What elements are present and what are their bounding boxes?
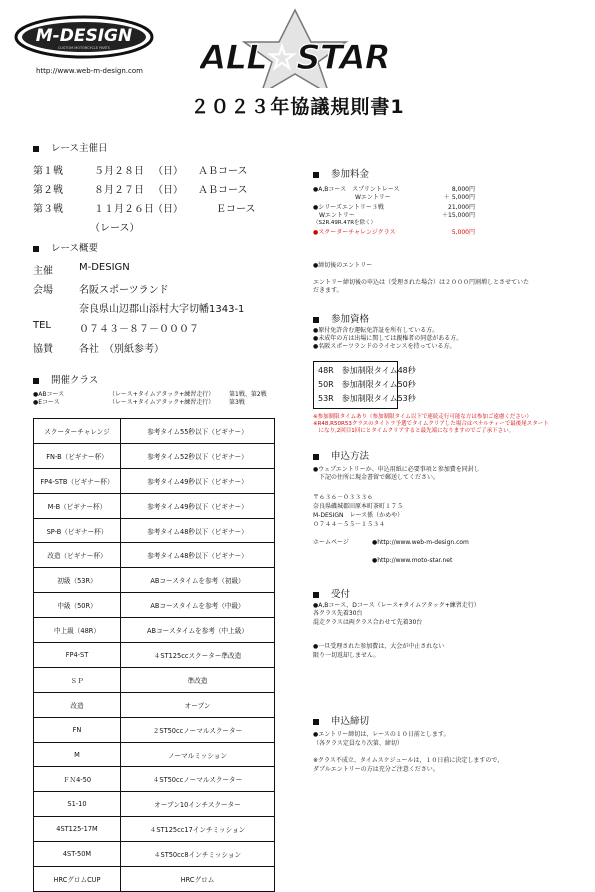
class-row	[34, 842, 275, 867]
class-row	[34, 643, 275, 668]
deadline-line: ●エントリー締切は、レースの１０日前とします。	[313, 731, 450, 738]
class-name-cell: 改造（ビギナー杯）	[34, 543, 121, 568]
class-name-cell: 初級（53R）	[34, 568, 121, 593]
square-bullet-icon	[33, 378, 39, 384]
fee-row: Wエントリー ＋ 5,000円	[313, 194, 475, 201]
class-row	[34, 618, 275, 643]
class-row	[34, 667, 275, 692]
limit-time-row: 50R 参加制限タイム50秒	[318, 380, 416, 389]
application-line: 下記の住所に現金書留で郵送してください。	[313, 474, 440, 481]
class-description-cell: HRCグロム	[121, 867, 275, 892]
refund-note: ●一旦受理された参加費は、大会が中止されない	[313, 643, 445, 650]
class-name-cell: 改造	[34, 692, 121, 717]
class-row	[34, 543, 275, 568]
section-heading-fees: 参加料金	[313, 166, 369, 180]
homepage-label: ホームページ	[313, 539, 349, 546]
qualification-line: ●未成年の方は出場に関しては親権者の同意がある方。	[313, 335, 463, 342]
limit-time-row: 48R 参加制限タイム48秒	[318, 366, 416, 375]
address-line: 〒６３６－０３３３６	[313, 494, 374, 501]
reception-line: 混走クラスは両クラス合わせて先着30台	[313, 619, 423, 626]
qualification-line: ●原付免許含む運転免許証を所有している方。	[313, 327, 439, 334]
reception-line: 各クラス先着30台	[313, 610, 363, 617]
class-description-cell: ABコースタイムを参考（中上級）	[121, 618, 275, 643]
homepage-link[interactable]: ●http://www.web-m-design.com	[372, 539, 469, 546]
refund-note: 限り一切返却しません。	[313, 652, 380, 659]
phone-number: ０７４４－５５－１５３４	[313, 521, 386, 528]
address-line: 奈良県磯城郡田原本町茶町１７５	[313, 503, 404, 510]
square-bullet-icon	[313, 719, 319, 725]
class-name-cell: 4ST-50M	[34, 842, 121, 867]
square-bullet-icon	[33, 146, 39, 152]
late-entry-label: ●締切後のエントリー	[313, 262, 373, 269]
class-name-cell: FN	[34, 717, 121, 742]
class-name-cell: 4ST125-17M	[34, 817, 121, 842]
class-row	[34, 568, 275, 593]
class-name-cell: 中級（50R）	[34, 593, 121, 618]
class-name-cell: S1-10	[34, 792, 121, 817]
late-entry-text: エントリー締切後の申込は（受理された場合）は２０００円割増しとさせていた	[313, 279, 530, 286]
class-description-cell: 参考タイム49秒以下（ビギナー）	[121, 468, 275, 493]
square-bullet-icon	[313, 317, 319, 323]
fee-row: ●シリーズエントリー３戦 21,000円	[313, 204, 475, 211]
section-heading-overview: レース概要	[33, 240, 98, 254]
section-heading-reception: 受付	[313, 586, 350, 600]
class-row	[34, 593, 275, 618]
square-bullet-icon	[33, 246, 39, 252]
fee-row-scooter-challenge: ●スクーターチャレンジクラス 5,000円	[313, 229, 475, 236]
warning-line: ※参加制限タイムあり（参加制限タイム以下で連続走行可能な方は参加ご遠慮ください）	[313, 414, 532, 420]
class-description-cell: オープン	[121, 692, 275, 717]
class-name-cell: SP-B（ビギナー杯）	[34, 518, 121, 543]
fee-row: Wエントリー ＋15,000円	[313, 212, 475, 219]
class-description-cell: 参考タイム48秒以下（ビギナー）	[121, 518, 275, 543]
class-name-cell: FN-B（ビギナー杯）	[34, 443, 121, 468]
reception-line: ●A,Bコース、Dコース（レース+タイムアタック+練習走行）	[313, 602, 480, 609]
square-bullet-icon	[313, 592, 319, 598]
class-row	[34, 767, 275, 792]
class-description-cell: ２ST50ccノーマルスクーター	[121, 717, 275, 742]
website-url[interactable]: http://www.web-m-design.com	[36, 67, 143, 75]
class-row	[34, 468, 275, 493]
class-description-cell: ４ST50ccノーマルスクーター	[121, 767, 275, 792]
limit-time-row: 53R 参加制限タイム53秒	[318, 394, 416, 403]
class-description-cell: 参考タイム52秒以下（ビギナー）	[121, 443, 275, 468]
address-line: M-DESIGN レース係（かめや）	[313, 512, 404, 519]
section-heading-qualification: 参加資格	[313, 311, 369, 325]
homepage-link[interactable]: ●http://www.moto-star.net	[372, 557, 453, 564]
class-row	[34, 742, 275, 767]
svg-text:CUSTOM MOTORCYCLE PARTS: CUSTOM MOTORCYCLE PARTS	[57, 46, 111, 50]
class-description-cell: ノーマルミッション	[121, 742, 275, 767]
class-name-cell: HRCグロムCUP	[34, 867, 121, 892]
square-bullet-icon	[313, 454, 319, 460]
class-description-cell: ４ST125cc17インチミッション	[121, 817, 275, 842]
class-description-cell: 参考タイム55秒以下（ビギナー）	[121, 419, 275, 444]
class-description-cell: オープン10インチスクーター	[121, 792, 275, 817]
class-name-cell: FP4-STB（ビギナー杯）	[34, 468, 121, 493]
class-table	[33, 418, 275, 892]
svg-text:M-DESIGN: M-DESIGN	[35, 26, 133, 46]
class-name-cell: M	[34, 742, 121, 767]
class-description-cell: ４ST125ccスクーター準改造	[121, 643, 275, 668]
application-line: ●ウェブエントリーか、申込用紙に必要事項と参加費を同封し	[313, 466, 480, 473]
limit-time-box	[313, 361, 416, 409]
m-design-logo[interactable]	[14, 12, 154, 66]
class-name-cell: スクーターチャレンジ	[34, 419, 121, 444]
all-star-logo	[200, 8, 390, 92]
class-description-cell: ４ST50cc8インチミッション	[121, 842, 275, 867]
class-name-cell: ＳＰ	[34, 667, 121, 692]
fee-row: ●A,Bコース スプリントレース 8,000円	[313, 186, 475, 193]
deadline-line: （各クラス定員なり次第、締切）	[313, 740, 403, 747]
class-description-cell: ABコースタイムを参考（中級）	[121, 593, 275, 618]
class-row	[34, 817, 275, 842]
schedule-note: （レース）	[90, 223, 140, 234]
deadline-note: ※クラス不成立、タイムスケジュールは、１０日前に決定しますので、	[313, 757, 504, 764]
class-name-cell: M-B（ビギナー杯）	[34, 493, 121, 518]
class-description-cell: 参考タイム49秒以下（ビギナー）	[121, 493, 275, 518]
section-heading-organizer: レース主催日	[33, 140, 108, 154]
class-row	[34, 867, 275, 892]
section-heading-application: 申込方法	[313, 448, 369, 462]
class-row	[34, 717, 275, 742]
class-description-cell: 参考タイム48秒以下（ビギナー）	[121, 543, 275, 568]
class-description-cell: 準改造	[121, 667, 275, 692]
section-heading-deadline: 申込締切	[313, 713, 369, 727]
deadline-note: ダブルエントリーの方は充分ご注意ください。	[313, 766, 439, 773]
class-description-cell: ABコースタイムを参考（初級）	[121, 568, 275, 593]
class-name-cell: 中上級（48R）	[34, 618, 121, 643]
class-row	[34, 419, 275, 444]
class-row	[34, 692, 275, 717]
page-title: ２０２３年協議規則書1	[190, 96, 405, 118]
class-row	[34, 493, 275, 518]
class-row	[34, 518, 275, 543]
class-name-cell: FP4-ST	[34, 643, 121, 668]
class-row	[34, 792, 275, 817]
warning-line: になり,2回目1回にとタイムクリアすると最先端になりますのでご了承下さい。	[313, 428, 515, 434]
class-row	[34, 443, 275, 468]
class-name-cell: ＦＮ4-50	[34, 767, 121, 792]
warning-line: ※R48,R50R53クラスのタイトラ予選でタイムクリアした場合はペナルティーで最後尾スタート	[313, 421, 549, 427]
svg-text:ALL☆STAR: ALL☆STAR	[200, 38, 390, 78]
section-heading-classes: 開催クラス	[33, 372, 98, 386]
qualification-line: ●名阪スポーツランドのライセンスを持っている方。	[313, 343, 456, 350]
fee-note: （S2R.49R.47Rを除く）	[313, 220, 377, 226]
late-entry-text: だきます。	[313, 287, 343, 294]
square-bullet-icon	[313, 172, 319, 178]
